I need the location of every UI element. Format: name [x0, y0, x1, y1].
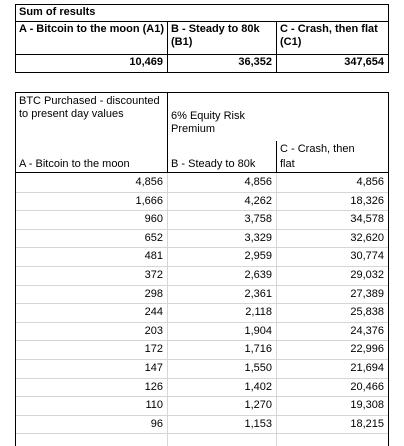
cell-b[interactable]: 3,329	[244, 231, 272, 244]
cell-a[interactable]: 147	[144, 362, 163, 374]
cell-a[interactable]: 1,666	[135, 194, 163, 207]
cell-b[interactable]: 1,153	[244, 417, 272, 430]
row-gridline	[16, 396, 388, 397]
cell-c[interactable]: 30,774	[350, 250, 384, 263]
cell-b[interactable]: 1,402	[244, 380, 272, 393]
border	[15, 92, 389, 93]
cell-c[interactable]: 32,620	[350, 231, 384, 244]
cell-b[interactable]: 1,270	[244, 399, 272, 412]
cell-a[interactable]: 298	[144, 287, 163, 300]
border	[167, 92, 168, 173]
cell-c[interactable]: 22,996	[350, 343, 384, 356]
row-gridline	[16, 415, 388, 416]
row-gridline	[16, 266, 388, 267]
cell-b[interactable]: 1,716	[244, 343, 272, 356]
summary-header-c[interactable]: C - Crash, then flat (C1)	[280, 23, 378, 48]
purchased-header-c-top[interactable]: C - Crash, then	[280, 143, 355, 155]
cell-c[interactable]: 18,215	[350, 417, 384, 430]
cell-c[interactable]: 29,032	[350, 269, 384, 281]
row-gridline	[16, 303, 388, 304]
cell-b[interactable]: 2,639	[244, 269, 272, 281]
cell-b[interactable]: 3,758	[244, 213, 272, 226]
row-gridline	[16, 359, 388, 360]
column-gridline	[167, 173, 168, 446]
cell-a[interactable]: 110	[145, 399, 163, 412]
purchased-header-c[interactable]: flat	[280, 158, 295, 170]
cell-c[interactable]: 24,376	[350, 324, 384, 337]
border	[15, 72, 389, 73]
cell-c[interactable]: 25,838	[350, 306, 384, 319]
cell-b[interactable]: 1,550	[244, 362, 272, 374]
row-gridline	[16, 192, 388, 193]
cell-a[interactable]: 203	[144, 324, 163, 337]
summary-total-a[interactable]: 10,469	[129, 56, 163, 68]
cell-a[interactable]: 652	[144, 231, 163, 244]
cell-c[interactable]: 20,466	[350, 380, 384, 393]
cell-a[interactable]: 96	[150, 417, 163, 430]
cell-b[interactable]: 1,904	[244, 324, 272, 337]
cell-a[interactable]: 126	[144, 380, 163, 393]
cell-a[interactable]: 481	[144, 250, 163, 263]
purchased-header-a[interactable]: A - Bitcoin to the moon	[19, 158, 130, 170]
cell-a[interactable]: 4,856	[135, 176, 163, 188]
border	[276, 141, 277, 173]
summary-title[interactable]: Sum of results	[19, 6, 96, 18]
cell-a[interactable]: 960	[144, 213, 163, 226]
cell-b[interactable]: 4,856	[244, 176, 272, 188]
cell-c[interactable]: 21,694	[350, 362, 384, 374]
row-gridline	[16, 247, 388, 248]
cell-c[interactable]: 18,326	[350, 194, 384, 207]
summary-header-b[interactable]: B - Steady to 80k (B1)	[171, 23, 260, 48]
cell-a[interactable]: 244	[144, 306, 163, 319]
cell-c[interactable]: 27,389	[350, 287, 384, 300]
cell-c[interactable]: 4,856	[356, 176, 384, 188]
cell-c[interactable]: 19,308	[350, 399, 384, 412]
column-gridline	[276, 173, 277, 446]
summary-total-c[interactable]: 347,654	[344, 56, 384, 68]
cell-b[interactable]: 4,262	[244, 194, 272, 207]
summary-total-b[interactable]: 36,352	[238, 56, 272, 68]
summary-header-a[interactable]: A - Bitcoin to the moon (A1)	[19, 23, 165, 35]
risk-premium-label[interactable]: 6% Equity Risk Premium	[171, 110, 245, 135]
purchased-header-b[interactable]: B - Steady to 80k	[171, 158, 256, 170]
row-gridline	[16, 229, 388, 230]
border	[15, 54, 389, 55]
cell-b[interactable]: 2,959	[244, 250, 272, 263]
cell-c[interactable]: 34,578	[350, 213, 384, 226]
row-gridline	[16, 210, 388, 211]
cell-b[interactable]: 2,361	[244, 287, 272, 300]
cell-a[interactable]: 372	[144, 269, 163, 281]
row-gridline	[16, 322, 388, 323]
cell-a[interactable]: 172	[144, 343, 163, 356]
row-gridline	[16, 378, 388, 379]
border	[15, 21, 389, 22]
border	[388, 4, 389, 73]
cell-b[interactable]: 2,118	[245, 306, 272, 319]
border	[15, 4, 389, 5]
row-gridline	[16, 340, 388, 341]
row-gridline	[16, 285, 388, 286]
purchased-title[interactable]: BTC Purchased - discounted to present day values	[19, 95, 160, 120]
border	[15, 172, 389, 173]
border	[388, 92, 389, 446]
row-gridline	[16, 433, 388, 434]
